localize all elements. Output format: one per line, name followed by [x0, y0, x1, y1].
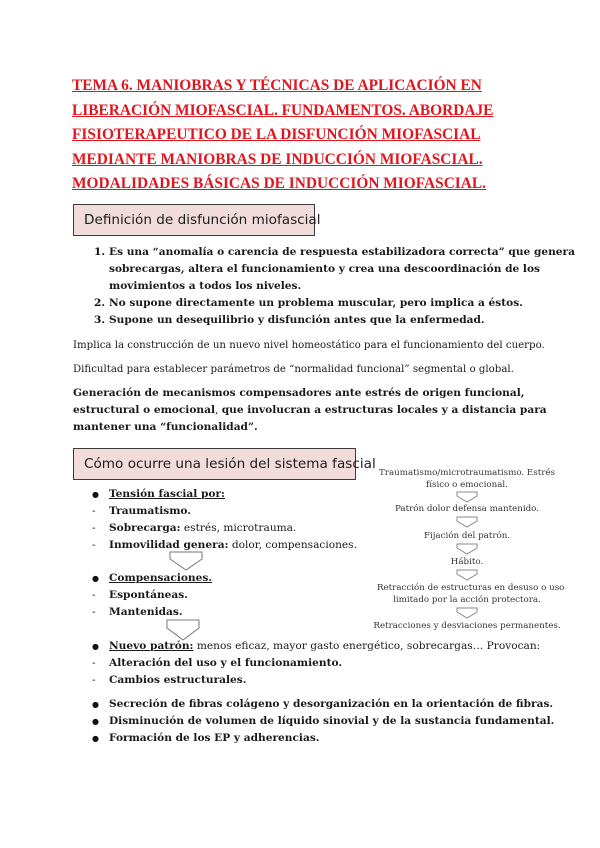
arrow-down-icon — [454, 543, 480, 555]
tension-item-bold: Traumatismo. — [109, 505, 191, 517]
tension-item-bold: Inmovilidad genera: — [109, 539, 229, 551]
list-number: 3. — [94, 314, 106, 326]
arrow-down-icon — [454, 569, 480, 581]
bold-paragraph-part: estructural o emocional — [73, 404, 215, 416]
tension-item — [109, 520, 296, 537]
tension-item-bold: Sobrecarga: — [109, 522, 181, 534]
flow-step: Traumatismo/microtraumatismo. Estrés — [379, 468, 555, 478]
bold-paragraph-comma: , — [215, 404, 222, 416]
tension-item — [109, 503, 191, 520]
arrow-down-icon — [166, 551, 206, 571]
paragraph-dificultad: Dificultad para establecer parámetros de “normalidad funcional” segmental o global. — [73, 364, 514, 375]
title-line: TEMA 6. MANIOBRAS Y TÉCNICAS DE APLICACIÓN EN — [72, 77, 482, 94]
list-item-1-text: Es una “anomalía o carencia de respuesta estabilizadora correcta” que genera — [109, 246, 575, 258]
compensaciones-item: Espontáneas. — [109, 589, 188, 601]
compensaciones-label: Compensaciones. — [109, 572, 213, 584]
nuevo-patron-rest: menos eficaz, mayor gasto energético, sobrecargas… Provocan: — [193, 640, 541, 652]
list-number: 1. — [94, 246, 106, 258]
document-title — [72, 74, 532, 197]
section-heading-lesion: Cómo ocurre una lesión del sistema fascial — [73, 448, 356, 480]
bullet-icon: ● — [92, 490, 99, 499]
flow-step: Retracción de estructuras en desuso o uso — [377, 583, 565, 593]
bold-paragraph-part: que involucran a estructuras locales y a distancia para — [221, 404, 547, 416]
flow-step: Hábito. — [450, 557, 484, 567]
bold-paragraph-line3: mantener una “funcionalidad”. — [73, 421, 258, 433]
dash-icon: - — [92, 606, 96, 618]
paragraph-homeostatico: Implica la construcción de un nuevo nivel homeostático para el funcionamiento del cuerpo. — [73, 340, 545, 351]
list-item-1-line2: sobrecargas, altera el funcionamiento y crea una descoordinación de los — [109, 263, 540, 275]
list-item-1-line1 — [109, 244, 575, 261]
nuevo-item: Cambios estructurales. — [109, 674, 247, 686]
dash-icon: - — [92, 674, 96, 686]
list-item-2: No supone directamente un problema muscular, pero implica a éstos. — [109, 297, 523, 309]
tension-item-rest: estrés, microtrauma. — [180, 522, 297, 534]
list-number: 2. — [94, 297, 106, 309]
bullet-icon: ● — [92, 734, 99, 743]
dash-icon: - — [92, 522, 96, 534]
arrow-down-icon — [454, 607, 480, 619]
flow-step: físico o emocional. — [426, 480, 508, 490]
bullet-icon: ● — [92, 642, 99, 651]
dash-icon: - — [92, 589, 96, 601]
nuevo-patron — [109, 638, 540, 655]
bullet-icon: ● — [92, 717, 99, 726]
tension-label: Tensión fascial por: — [109, 488, 225, 500]
list-item-3: Supone un desequilibrio y disfunción antes que la enfermedad. — [109, 314, 485, 326]
nuevo-item: Alteración del uso y el funcionamiento. — [109, 657, 343, 669]
arrow-down-icon — [454, 516, 480, 528]
dash-icon: - — [92, 539, 96, 551]
tension-item-rest: dolor, compensaciones. — [228, 539, 357, 551]
flow-step: Patrón dolor defensa mantenido. — [394, 504, 540, 514]
section-heading-definicion: Definición de disfunción miofascial — [73, 204, 315, 236]
title-line: MODALIDADES BÁSICAS DE INDUCCIÓN MIOFASCIAL. — [72, 175, 487, 192]
list-item-1-line3: movimientos a todos los niveles. — [109, 280, 302, 292]
flow-step: Fijación del patrón. — [423, 531, 511, 541]
arrow-down-icon — [454, 491, 480, 503]
flow-step: Retracciones y desviaciones permanentes. — [373, 621, 561, 631]
compensaciones-item: Mantenidas. — [109, 606, 183, 618]
dash-icon: - — [92, 657, 96, 669]
title-line: LIBERACIÓN MIOFASCIAL. FUNDAMENTOS. ABORDAJE — [72, 101, 494, 119]
effect-item: Disminución de volumen de líquido sinovial y de la sustancia fundamental. — [109, 715, 555, 727]
flow-step: limitado por la acción protectora. — [393, 595, 541, 605]
bullet-icon: ● — [92, 700, 99, 709]
tension-item — [109, 537, 357, 554]
title-line: MEDIANTE MANIOBRAS DE INDUCCIÓN MIOFASCIAL. — [72, 150, 483, 168]
nuevo-patron-label: Nuevo patrón: — [109, 640, 194, 652]
bold-paragraph-line2 — [73, 402, 547, 419]
bold-paragraph-line1: Generación de mecanismos compensadores ante estrés de origen funcional, — [73, 387, 525, 399]
effect-item: Secreción de fibras colágeno y desorganización en la orientación de fibras. — [109, 698, 554, 710]
effect-item: Formación de los EP y adherencias. — [109, 732, 320, 744]
dash-icon: - — [92, 505, 96, 517]
title-line: FISIOTERAPEUTICO DE LA DISFUNCIÓN MIOFASCIAL — [72, 126, 481, 143]
bullet-icon: ● — [92, 574, 99, 583]
